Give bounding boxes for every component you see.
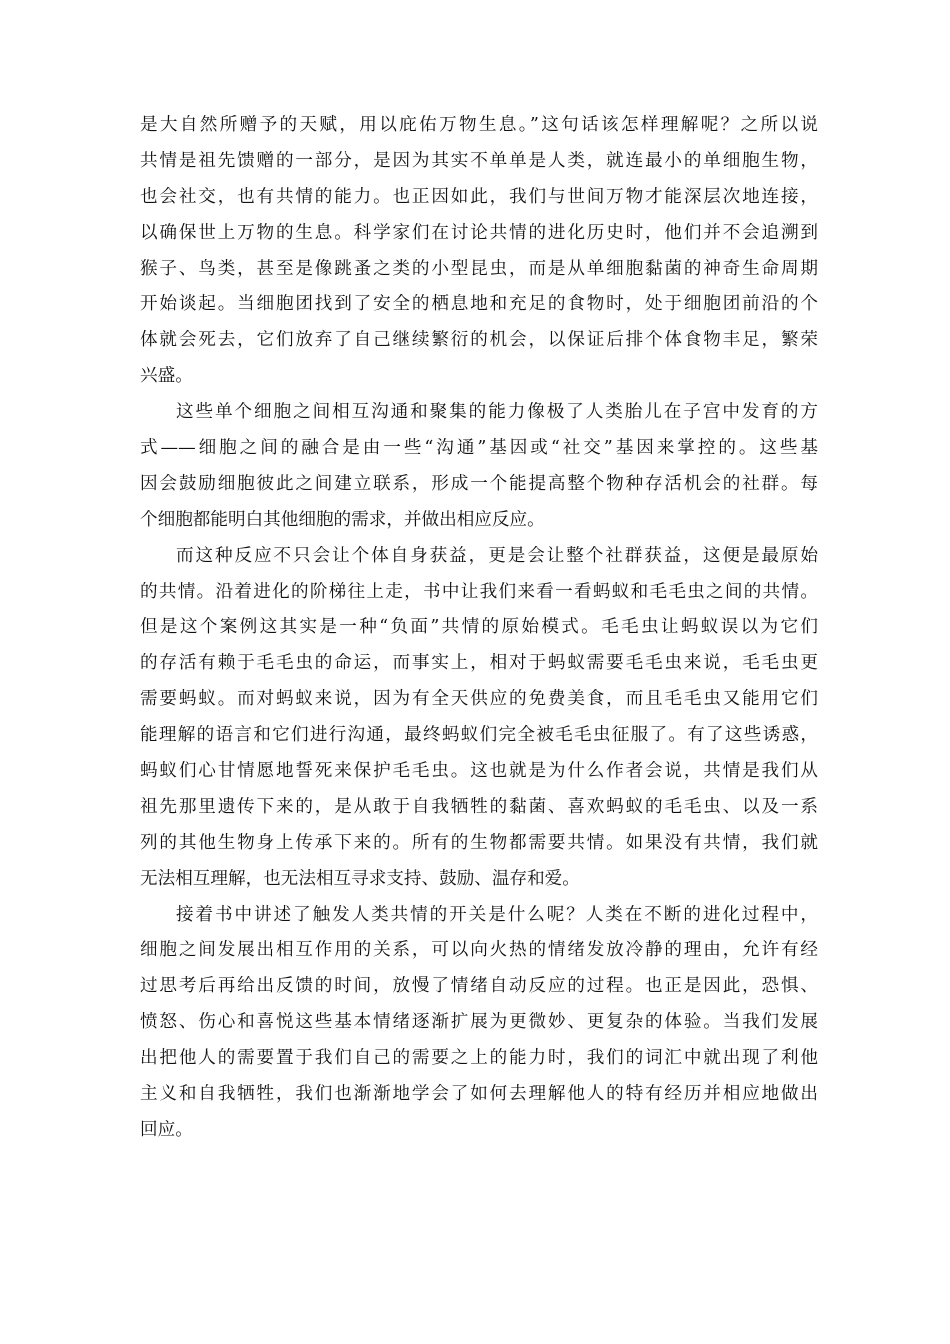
paragraph-4 xyxy=(140,898,818,1149)
paragraph-3 xyxy=(140,539,818,898)
text-line: 共情是祖先馈赠的一部分，是因为其实不单单是人类，就连最小的单细胞生物， xyxy=(140,150,818,171)
text-line: 的共情。沿着进化的阶梯往上走，书中让我们来看一看蚂蚁和毛毛虫之间的共情。 xyxy=(140,581,818,602)
text-line: 接着书中讲述了触发人类共情的开关是什么呢？人类在不断的进化过程中， xyxy=(176,904,818,925)
text-line: 祖先那里遗传下来的，是从敢于自我牺牲的黏菌、喜欢蚂蚁的毛毛虫、以及一系 xyxy=(140,796,818,817)
text-line: 式——细胞之间的融合是由一些“沟通”基因或“社交”基因来掌控的。这些基 xyxy=(140,438,818,459)
text-line: 过思考后再给出反馈的时间，放慢了情绪自动反应的过程。也正是因此，恐惧、 xyxy=(140,976,818,997)
text-line: 是大自然所赠予的天赋，用以庇佑万物生息。”这句话该怎样理解呢？之所以说 xyxy=(140,115,818,135)
text-line: 兴盛。 xyxy=(140,366,193,387)
paragraph-2 xyxy=(140,395,818,539)
text-line: 回应。 xyxy=(140,1119,193,1140)
text-line: 以确保世上万物的生息。科学家们在讨论共情的进化历史时，他们并不会追溯到 xyxy=(140,222,818,243)
paragraph-1 xyxy=(140,108,818,395)
document-body xyxy=(140,108,818,1149)
text-line: 开始谈起。当细胞团找到了安全的栖息地和充足的食物时，处于细胞团前沿的个 xyxy=(140,294,818,315)
text-line: 列的其他生物身上传承下来的。所有的生物都需要共情。如果没有共情，我们就 xyxy=(140,832,818,853)
text-line: 细胞之间发展出相互作用的关系，可以向火热的情绪发放冷静的理由，允许有经 xyxy=(140,940,818,961)
text-line: 能理解的语言和它们进行沟通，最终蚂蚁们完全被毛毛虫征服了。有了这些诱惑， xyxy=(140,725,818,746)
text-line: 也会社交，也有共情的能力。也正因如此，我们与世间万物才能深层次地连接， xyxy=(140,186,818,207)
text-line: 而这种反应不只会让个体自身获益，更是会让整个社群获益，这便是最原始 xyxy=(176,545,818,566)
text-line: 猴子、鸟类，甚至是像跳蚤之类的小型昆虫，而是从单细胞黏菌的神奇生命周期 xyxy=(140,258,818,279)
text-line: 蚂蚁们心甘情愿地誓死来保护毛毛虫。这也就是为什么作者会说，共情是我们从 xyxy=(140,761,818,782)
text-line: 这些单个细胞之间相互沟通和聚集的能力像极了人类胎儿在子宫中发育的方 xyxy=(176,402,818,423)
text-line: 出把他人的需要置于我们自己的需要之上的能力时，我们的词汇中就出现了利他 xyxy=(140,1048,818,1069)
text-line: 需要蚂蚁。而对蚂蚁来说，因为有全天供应的免费美食，而且毛毛虫又能用它们 xyxy=(140,689,818,710)
text-line: 主义和自我牺牲，我们也渐渐地学会了如何去理解他人的特有经历并相应地做出 xyxy=(140,1084,818,1105)
text-line: 的存活有赖于毛毛虫的命运，而事实上，相对于蚂蚁需要毛毛虫来说，毛毛虫更 xyxy=(140,653,818,674)
text-line: 但是这个案例这其实是一种“负面”共情的原始模式。毛毛虫让蚂蚁误以为它们 xyxy=(140,617,818,638)
text-line: 个细胞都能明白其他细胞的需求，并做出相应反应。 xyxy=(140,509,545,530)
text-line: 体就会死去，它们放弃了自己继续繁衍的机会，以保证后排个体食物丰足，繁荣 xyxy=(140,330,818,351)
text-line: 无法相互理解，也无法相互寻求支持、鼓励、温存和爱。 xyxy=(140,868,580,889)
text-line: 愤怒、伤心和喜悦这些基本情绪逐渐扩展为更微妙、更复杂的体验。当我们发展 xyxy=(140,1012,818,1033)
text-line: 因会鼓励细胞彼此之间建立联系，形成一个能提高整个物种存活机会的社群。每 xyxy=(140,473,818,494)
